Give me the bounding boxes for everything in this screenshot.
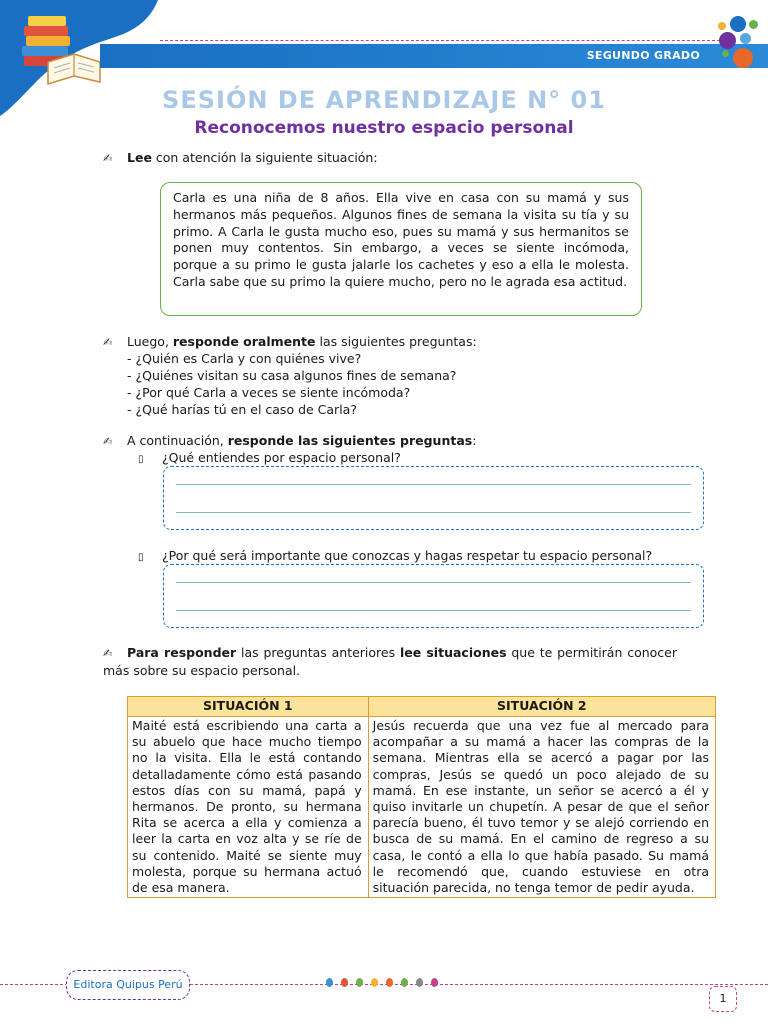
pencil-icon: ✍	[103, 336, 113, 349]
checkbox-icon: ▯	[138, 552, 144, 563]
page-number: 1	[709, 986, 737, 1012]
header-dashed-line	[160, 40, 720, 41]
story-box: Carla es una niña de 8 años. Ella vive en casa con su mamá y sus hermanos más pequeños. Algunos fines de semana la visita su tía y su primo. A Carla le gusta mucho eso, pues su mamá y sus hermanitos se ponen muy contentos. Sin embargo, a veces se siente incómoda, porque a su primo le gusta jalarle los cachetes y eso a ella le molesta. Carla sabe que su primo la quiere mucho, pero no le agrada esa actitud.	[160, 182, 642, 316]
instruction-read: ✍ Lee con atención la siguiente situación:	[103, 150, 378, 165]
list-item: - ¿Quién es Carla y con quiénes vive?	[127, 351, 362, 366]
answer-box-2[interactable]	[163, 564, 704, 628]
footer-pins	[326, 978, 446, 992]
pencil-icon: ✍	[103, 647, 113, 660]
list-item: - ¿Por qué Carla a veces se siente incómoda?	[127, 385, 411, 400]
instruction-situations: ✍ Para responder las preguntas anteriores lee situaciones que te permitirán conocer más sobre su espacio personal.	[103, 645, 677, 678]
answer-box-1[interactable]	[163, 466, 704, 530]
list-item: - ¿Qué harías tú en el caso de Carla?	[127, 402, 357, 417]
session-title: SESIÓN DE APRENDIZAJE N° 01	[162, 86, 606, 114]
table-header-situation-1: SITUACIÓN 1	[128, 697, 369, 717]
instruction-written: ✍ A continuación, responde las siguientes preguntas:	[103, 433, 477, 448]
decorative-circles	[712, 14, 762, 70]
question-1: ▯ ¿Qué entiendes por espacio personal?	[138, 449, 401, 468]
pencil-icon: ✍	[103, 435, 113, 448]
checkbox-icon: ▯	[138, 454, 144, 465]
grade-label: SEGUNDO GRADO	[586, 49, 700, 62]
table-header-row	[128, 697, 716, 717]
oral-questions-list	[127, 350, 456, 418]
instruction-oral: ✍ Luego, responde oralmente las siguientes preguntas:	[103, 334, 477, 349]
pencil-icon: ✍	[103, 152, 113, 165]
books-icon	[18, 12, 104, 88]
publisher-badge: Editora Quipus Perú	[66, 970, 190, 1000]
session-subtitle: Reconocemos nuestro espacio personal	[194, 118, 574, 138]
table-row	[128, 717, 716, 898]
table-header-situation-2: SITUACIÓN 2	[368, 697, 715, 717]
situations-table	[127, 696, 716, 898]
list-item: - ¿Quiénes visitan su casa algunos fines de semana?	[127, 368, 457, 383]
question-2: ▯ ¿Por qué será importante que conozcas y hagas respetar tu espacio personal?	[138, 547, 652, 566]
table-cell-situation-2: Jesús recuerda que una vez fue al mercado para acompañar a su mamá a hacer las compras de la semana. Mientras ella se acercó a pagar por las compras, Jesús se quedó un poco alejado de su mamá. En ese instante, un señor se acercó a él y quiso invitarle un chupetín. A pesar de que el señor parecía bueno, él tuvo temor y se alejó corriendo en busca de su mamá. En el camino de regreso a su casa, le contó a ella lo que había pasado. Su mamá le recomendó que, cuando estuviese en otra situación parecida, no tenga temor de pedir ayuda.	[368, 717, 715, 898]
table-cell-situation-1: Maité está escribiendo una carta a su abuelo que hace mucho tiempo no la visita. Ella le está contando detalladamente cómo está pasando estos días con su mamá, papá y hermanos. De pronto, su hermana Rita se acerca a ella y comienza a leer la carta en voz alta y se ríe de su contenido. Maité se siente muy molesta, porque su hermana actuó de esa manera.	[128, 717, 369, 898]
